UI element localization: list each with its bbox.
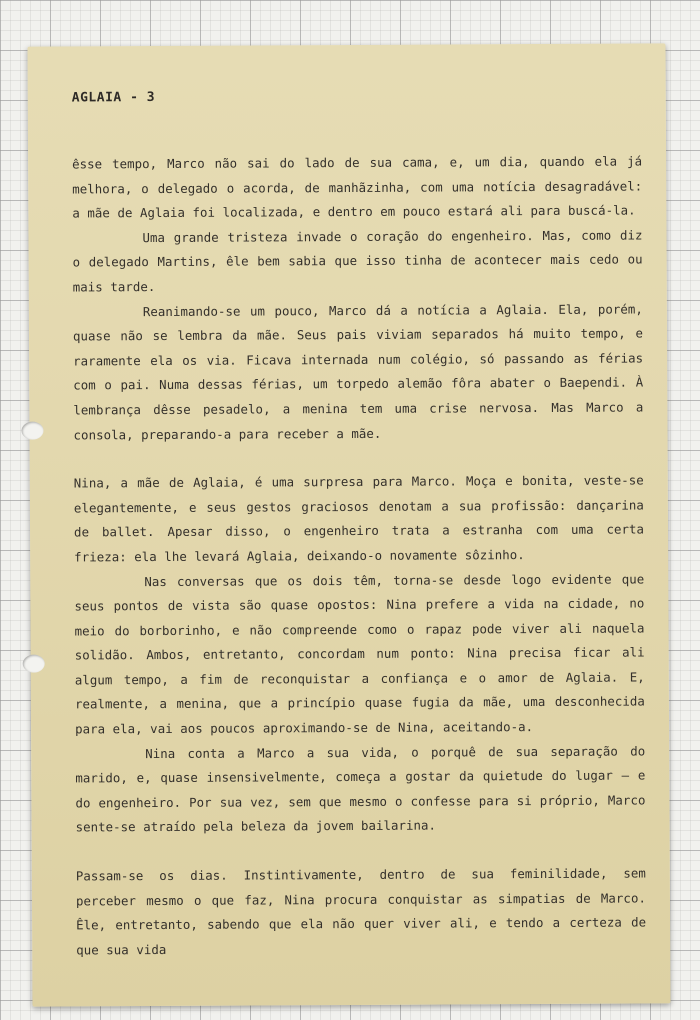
paragraph: Uma grande tristeza invade o coração do engenheiro. Mas, como diz o delegado Martins, êle bem sabia que isso tinha de acontecer mais cedo ou mais tarde. — [72, 227, 643, 295]
paragraph: Reanimando-se um pouco, Marco dá a notícia a Aglaia. Ela, porém, quase não se lembra da mãe. Seus pais viviam separados há muito tempo, e raramente ela os via. Ficava internada num colégio, só passando as férias com o pai. Numa dessas férias, um torpedo alemão fôra abater o Baependi. À lembrança dêsse pesadelo, a menina tem uma crise nervosa. Mas Marco a consola, preparando-a para receber a mãe. — [72, 301, 644, 442]
page-header: AGLAIA - 3 — [71, 90, 156, 106]
paragraph: Nina, a mãe de Aglaia, é uma surpresa para Marco. Moça e bonita, veste-se elegantemente, e seus gestos graciosos denotam a sua profissão: dançarina de ballet. Apesar disso, o engenheiro trata a estranha com uma certa frieza: ela lhe levará Aglaia, deixando-o novamente sôzinho. — [73, 472, 645, 565]
paragraph: êsse tempo, Marco não sai do lado de sua cama, e, um dia, quando ela já melhora, o delegado o acorda, de manhãzinha, com uma notícia desagradável: a mãe de Aglaia foi localizada, e dentro em pouco estará ali para buscá-la. — [72, 153, 643, 221]
paragraph-gap — [74, 445, 644, 472]
paragraph: Nas conversas que os dois têm, torna-se desde logo evidente que seus pontos de vista são quase opostos: Nina prefere a vida na cidade, no meio do borborinho, e não compreende como o rapaz pode viver ali naquela solidão. Ambos, entretanto, concordam num ponto: Nina precisa ficar ali algum tempo, a fim de reconquistar a confiança e o amor de Aglaia. E, realmente, a menina, que a princípio quase fugia da mãe, uma desconhecida para ela, vai aos poucos aproximando-se de Nina, aceitando-a. — [74, 570, 645, 737]
paragraph: Nina conta a Marco a sua vida, o porquê de sua separação do marido, e, quase insensivelmente, começa a gostar da quietude do lugar — e do engenheiro. Por sua vez, sem que mesmo o confesse para si próprio, Marco sente-se atraído pela beleza da jovem bailarina. — [75, 743, 646, 835]
punch-hole — [21, 422, 43, 440]
body-text — [72, 149, 646, 962]
typewritten-page — [27, 43, 670, 1006]
punch-hole — [23, 655, 45, 673]
paragraph: Passam-se os dias. Instintivamente, dentro de sua feminilidade, sem perceber mesmo o que faz, Nina procura conquistar as simpatias de Marco. Êle, entretanto, sabendo que ela não quer viver ali, e tendo a certeza de que sua vida — [75, 865, 647, 958]
paragraph-gap — [76, 837, 646, 864]
